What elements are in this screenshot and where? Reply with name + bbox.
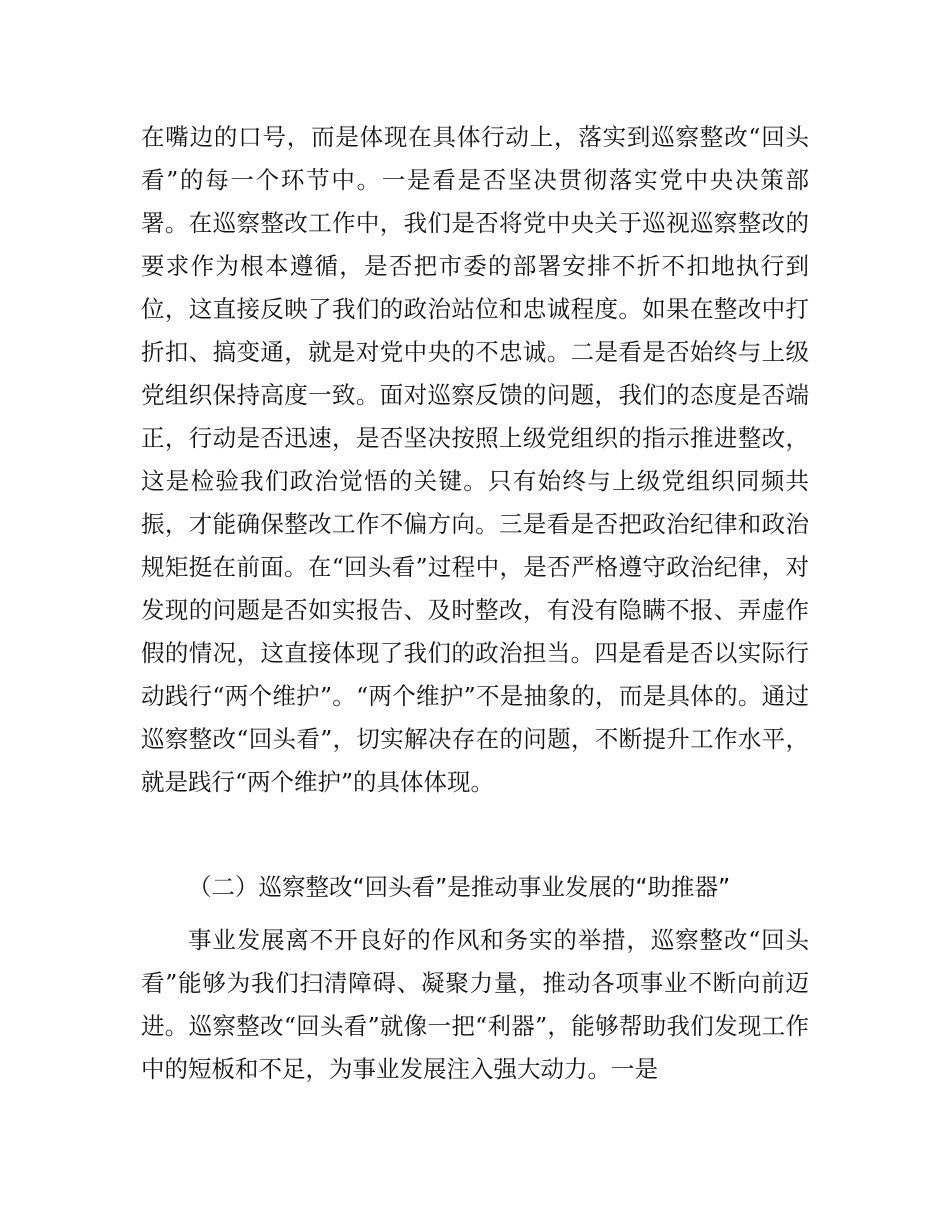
body-paragraph-2: 事业发展离不开良好的作风和务实的举措，巡察整改“回头看”能够为我们扫清障碍、凝聚力量，推动各项事业不断向前迈进。巡察整改“回头看”就像一把“利器”，能够帮助我们发现工作中的短板和不足，为事业发展注入强大动力。一是 <box>141 926 809 1083</box>
body-paragraph-1: 在嘴边的口号，而是体现在具体行动上，落实到巡察整改“回头看”的每一个环节中。一是看是否坚决贯彻落实党中央决策部署。在巡察整改工作中，我们是否将党中央关于巡视巡察整改的要求作为根本遵循，是否把市委的部署安排不折不扣地执行到位，这直接反映了我们的政治站位和忠诚程度。如果在整改中打折扣、搞变通，就是对党中央的不忠诚。二是看是否始终与上级党组织保持高度一致。面对巡察反馈的问题，我们的态度是否端正，行动是否迅速，是否坚决按照上级党组织的指示推进整改，这是检验我们政治觉悟的关键。只有始终与上级党组织同频共振，才能确保整改工作不偏方向。三是看是否把政治纪律和政治规矩挺在前面。在“回头看”过程中，是否严格遵守政治纪律，对发现的问题是否如实报告、及时整改，有没有隐瞒不报、弄虚作假的情况，这直接体现了我们的政治担当。四是看是否以实际行动践行“两个维护”。“两个维护”不是抽象的，而是具体的。通过巡察整改“回头看”，切实解决存在的问题，不断提升工作水平，就是践行“两个维护”的具体体现。 <box>141 123 809 796</box>
section-heading-2: （二）巡察整改“回头看”是推动事业发展的“助推器” <box>188 873 731 901</box>
